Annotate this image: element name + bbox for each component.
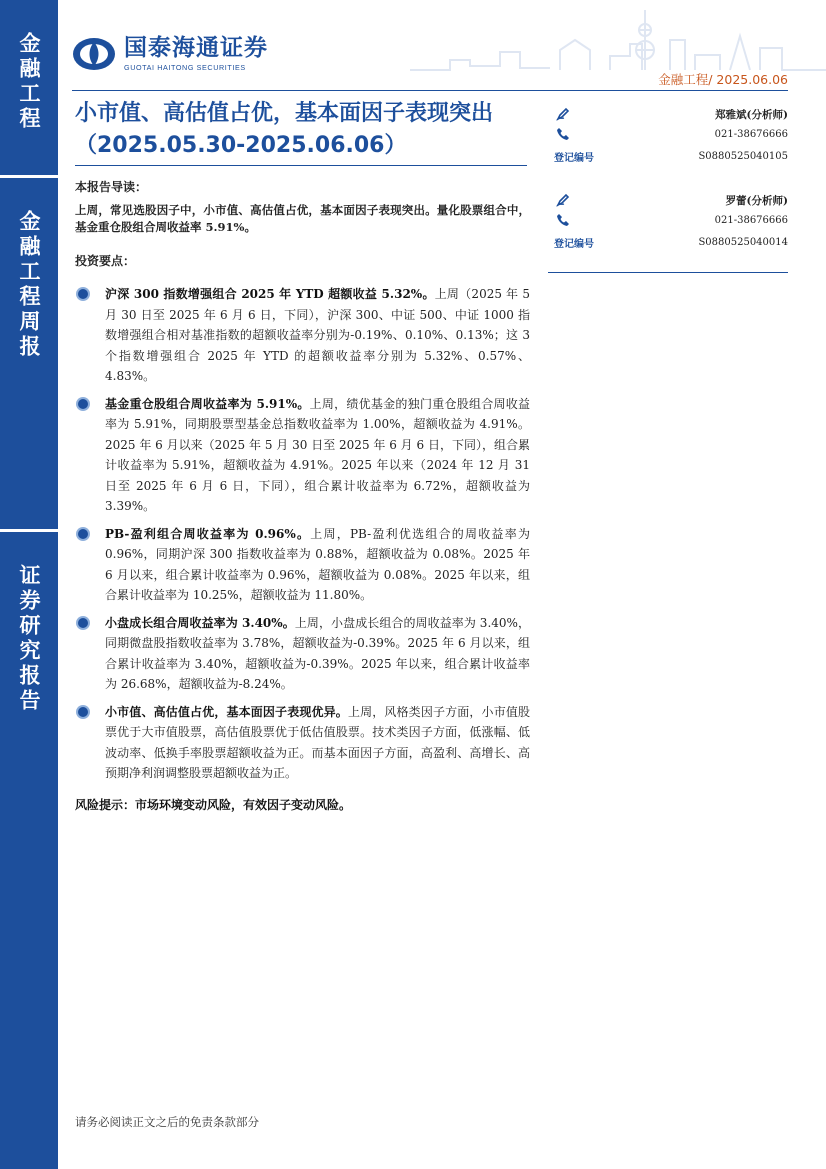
registration-number: S0880525040105	[698, 150, 788, 162]
sidebar-category-block	[0, 0, 58, 178]
phone-icon	[556, 213, 570, 227]
analyst-phone: 021-38676666	[714, 214, 788, 226]
key-point-title: 小市值、高估值占优，基本面因子表现优异。	[105, 704, 348, 719]
analyst-name: 罗蕾(分析师)	[725, 194, 788, 207]
key-point-item	[75, 613, 530, 695]
header-divider	[72, 90, 788, 91]
analyst-divider	[548, 272, 788, 273]
sidebar-series-label: 金融工程周报	[17, 210, 41, 360]
key-point-text: 上周，PB-盈利优选组合的周收益率为 0.96%，同期沪深 300 指数收益率为 0.88%，超额收益为 0.08%。2025 年 6 月以来，组合累计收益率为 0.96%，超额收益为 0.08%。2025 年以来，组合累计收益率为 10.25%，超额收益为 11.80%。	[105, 526, 530, 602]
disclaimer-footer: 请务必阅读正文之后的免责条款部分	[75, 1115, 259, 1129]
analyst-card	[548, 106, 788, 184]
key-point-title: 基金重仓股组合周收益率为 5.91%。	[105, 396, 310, 411]
bullet-dot-icon	[78, 529, 88, 539]
analyst-name: 郑雅斌(分析师)	[715, 108, 788, 121]
key-point-item	[75, 524, 530, 606]
key-point-title: PB-盈利组合周收益率为 0.96%。	[105, 526, 311, 541]
key-points-list	[75, 284, 530, 791]
analyst-card	[548, 192, 788, 270]
title-divider	[75, 165, 527, 166]
key-point-title: 沪深 300 指数增强组合 2025 年 YTD 超额收益 5.32%。	[105, 287, 435, 301]
logo-chinese-name: 国泰海通证券	[124, 35, 268, 61]
logo-english-name: GUOTAI HAITONG SECURITIES	[124, 63, 246, 72]
key-point-item	[75, 702, 530, 784]
key-point-item	[75, 284, 530, 387]
key-point-text: 上周，小盘成长组合的周收益率为 3.40%，同期微盘股指数收益率为 3.78%，超额收益为-0.39%。2025 年 6 月以来，组合累计收益率为 3.40%，超额收益为-0.39%。2025 年以来，组合累计收益率为 26.68%，超额收益为-8.24%。	[105, 615, 530, 691]
registration-label: 登记编号	[554, 152, 594, 164]
bullet-dot-icon	[78, 707, 88, 717]
skyline-watermark	[410, 0, 826, 78]
key-point-item	[75, 394, 530, 517]
sidebar	[0, 0, 58, 1169]
report-category-date: 金融工程/ 2025.06.06	[658, 72, 788, 87]
bullet-dot-icon	[78, 618, 88, 628]
report-title: 小市值、高估值占优，基本面因子表现突出（2025.05.30-2025.06.06）	[75, 101, 494, 158]
key-point-text: 上周（2025 年 5 月 30 日至 2025 年 6 月 6 日，下同），沪深 300、中证 500、中证 1000 指数增强组合相对基准指数的超额收益率分别为-0.19%、0.10%、0.13%；这 3 个指数增强组合 2025 年 YTD 的超额收益率分别为 5.32%、0.57%、4.83%。	[105, 287, 530, 383]
phone-icon	[556, 127, 570, 141]
registration-number: S0880525040014	[698, 236, 788, 248]
key-point-text: 上周，绩优基金的独门重仓股组合周收益率为 5.91%，同期股票型基金总指数收益率为 1.00%，超额收益为 4.91%。2025 年 6 月以来（2025 年 5 月 30 日至 2025 年 6 月 6 日，下同），组合累计收益率为 5.91%，超额收益为 4.91%。2025 年以来（2024 年 12 月 31 日至 2025 年 6 月 6 日，下同），组合累计收益率为 6.72%，超额收益为 3.39%。	[105, 396, 530, 513]
bullet-dot-icon	[78, 289, 88, 299]
pen-icon	[556, 193, 570, 207]
analyst-phone: 021-38676666	[714, 128, 788, 140]
sidebar-series-block	[0, 178, 58, 532]
key-points-label: 投资要点：	[75, 254, 136, 268]
key-point-title: 小盘成长组合周收益率为 3.40%。	[105, 615, 295, 630]
guide-text: 上周，常见选股因子中，小市值、高估值占优，基本面因子表现突出。量化股票组合中，基金重仓股组合周收益率 5.91%。	[75, 203, 530, 234]
pen-icon	[556, 107, 570, 121]
sidebar-category-label: 金融工程	[17, 32, 41, 132]
sidebar-type-block	[0, 532, 58, 1169]
risk-warning: 风险提示：市场环境变动风险，有效因子变动风险。	[75, 798, 352, 812]
company-logo	[72, 36, 268, 72]
key-point-text: 上周，风格类因子方面，小市值股票优于大市值股票，高估值股票优于低估值股票。技术类因子方面，低涨幅、低波动率、低换手率股票超额收益为正。而基本面因子方面，高盈利、高增长、高预期净利润调整股票超额收益为正。	[105, 704, 530, 780]
registration-label: 登记编号	[554, 238, 594, 250]
guide-label: 本报告导读：	[75, 180, 148, 194]
bullet-dot-icon	[78, 399, 88, 409]
sidebar-type-label: 证券研究报告	[17, 564, 41, 714]
logo-emblem-icon	[72, 37, 116, 71]
